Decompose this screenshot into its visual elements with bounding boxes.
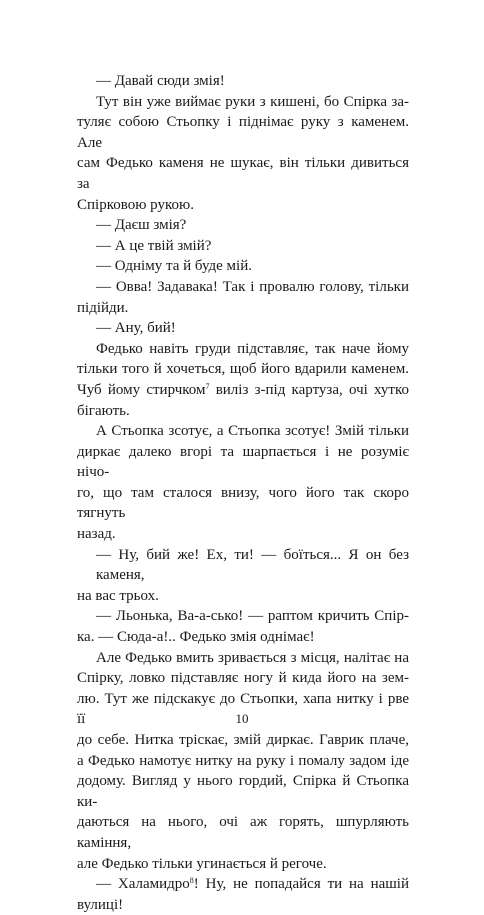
text-fragment: Чуб йому стирчком (77, 381, 206, 398)
text-fragment: ! Ну, не попадайся ти на нашій (193, 876, 409, 893)
paragraph (77, 277, 409, 318)
text-line: бігають. (77, 402, 130, 419)
text-fragment: виліз з-під картуза, очі хутко (209, 381, 410, 398)
text-line: туляє собою Стьопку і піднімає руку з каменем. Але (77, 114, 409, 151)
text-line: Тут він уже виймає руки з кишені, бо Спірка за- (96, 93, 409, 110)
text-line: Спірковою рукою. (77, 196, 194, 213)
paragraph (77, 92, 409, 216)
paragraph (77, 215, 409, 236)
text-line: — Ну, бий же! Ех, ти! — боїться... Я он без каменя, (96, 546, 409, 584)
text-line (77, 380, 409, 401)
paragraph (77, 236, 409, 257)
paragraph (77, 256, 409, 277)
paragraph (77, 648, 409, 875)
text-line (77, 874, 409, 895)
text-line: сам Федько каменя не шукає, він тільки дивиться за (77, 155, 409, 192)
text-line: лю. Тут же підскакує до Стьопки, хапа нитку і рве її (77, 690, 409, 728)
text-line: — А це твій змій? (96, 237, 212, 254)
paragraph (77, 318, 409, 339)
text-line: вулиці! (77, 896, 124, 913)
paragraph (77, 606, 409, 647)
paragraph (77, 874, 409, 915)
text-line: — Даєш змія? (96, 217, 187, 234)
body-text (77, 71, 409, 915)
paragraph (77, 339, 409, 421)
text-line: до себе. Нитка тріскає, змій диркає. Гаврик плаче, (77, 732, 409, 748)
text-line: назад. (77, 526, 116, 543)
text-fragment: — Халамидро (96, 876, 190, 893)
text-line: диркає далеко вгорі та шарпається і не розуміє нічо- (77, 443, 409, 481)
text-line: Федько навіть груди підставляє, так наче йому (96, 340, 409, 357)
text-line: додому. Вигляд у нього гордий, Спірка й Стьопка ки- (77, 773, 409, 810)
text-line: ка. — Сюда-а!.. Федько змія однімає! (77, 629, 315, 646)
text-line: даються на нього, очі аж горять, шпурляють каміння, (77, 814, 409, 851)
text-line: тільки того й хочеться, щоб його вдарили каменем. (77, 361, 409, 378)
text-line: а Федько намотує нитку на руку і помалу задом іде (77, 752, 409, 769)
text-line: але Федько тільки угинається й регоче. (77, 855, 327, 872)
text-line: го, що там сталося внизу, чого його так скоро тягнуть (77, 484, 409, 522)
paragraph (77, 545, 409, 607)
text-line: Але Федько вмить зривається з місця, налітає на (96, 649, 409, 666)
text-line: — Льонька, Ва-а-сько! — раптом кричить Спір- (96, 608, 409, 625)
text-line: на вас трьох. (77, 587, 159, 604)
text-line: — Одніму та й буде мій. (96, 258, 252, 275)
footnote-marker: 7 (205, 381, 210, 391)
page-number: 10 (235, 711, 249, 726)
text-line: — Давай сюди змія! (96, 73, 225, 89)
text-line: підійди. (77, 299, 129, 316)
paragraph (77, 71, 409, 92)
footnote-marker: 8 (189, 876, 194, 886)
text-line: — Ану, бий! (96, 320, 176, 337)
paragraph (77, 421, 409, 545)
text-line: — Овва! Задавака! Так і провалю голову, тільки (96, 278, 409, 295)
text-line: А Стьопка зсотує, а Стьопка зсотує! Змій тільки (96, 423, 409, 440)
text-line: Спірку, ловко підставляє ногу й кида його на зем- (77, 670, 409, 687)
